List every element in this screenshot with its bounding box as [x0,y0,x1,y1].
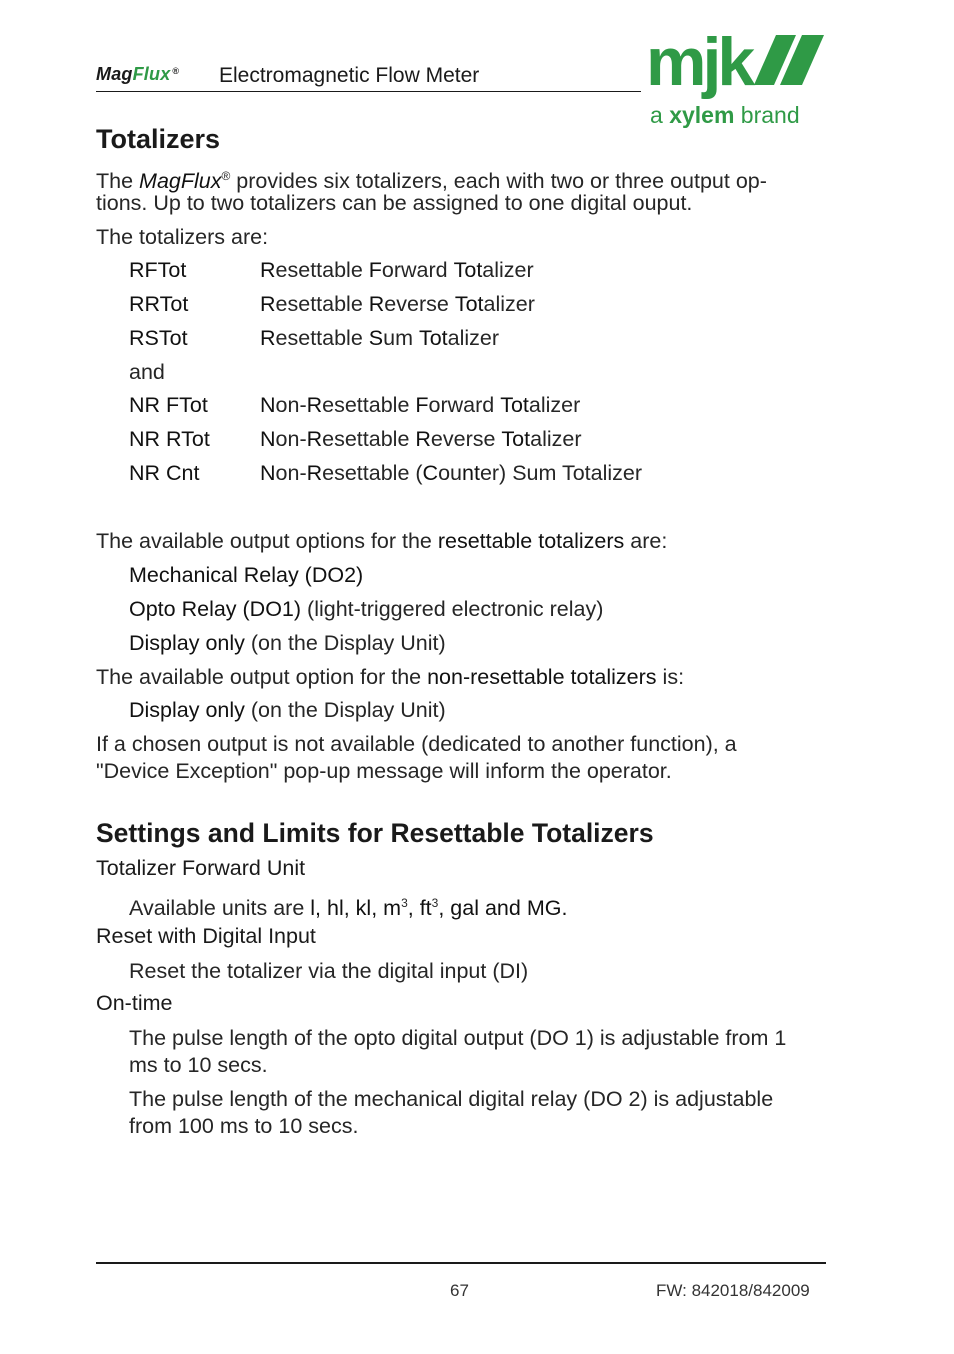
mjk-xylem-logo [646,33,826,129]
ontime-p1-line1: The pulse length of the opto digital output (DO 1) is adjustable from 1 [129,1026,787,1050]
totalizer-description: Resettable Sum Totalizer [260,326,500,350]
reset-text: Reset the totalizer via the digital input (DI) [129,959,529,983]
ontime-p1-line2: ms to 10 secs. [129,1053,268,1077]
footer-rule [96,1262,826,1264]
exception-line-2: "Device Exception" pop-up message will inform the operator. [96,759,672,783]
section-heading-totalizers: Totalizers [96,124,221,154]
exception-line-1: If a chosen output is not available (dedicated to another function), a [96,732,737,756]
resettable-option: Opto Relay (DO1) (light-triggered electronic relay) [129,597,604,621]
page-number: 67 [450,1281,469,1300]
ontime-title: On-time [96,991,173,1015]
totalizer-description: Resettable Reverse Totalizer [260,292,535,316]
totalizer-description: Non-Resettable (Counter) Sum Totalizer [260,461,643,485]
firmware-version: FW: 842018/842009 [656,1281,810,1300]
intro-line-1: The MagFlux® provides six totalizers, each with two or three output op- [96,169,767,193]
resettable-intro: The available output options for the resettable totalizers are: [96,529,668,553]
brand-flux: Flux [132,64,171,84]
forward-unit-title: Totalizer Forward Unit [96,856,306,880]
forward-unit-text: Available units are l, hl, kl, $m^3$, $ft^3$, gal and MG. [129,896,568,920]
totalizer-code: RSTot [129,326,188,350]
mjk-logo-icon [646,33,826,129]
section-heading-settings: Settings and Limits for Resettable Totalizers [96,818,654,848]
header-title: Electromagnetic Flow Meter [219,64,480,87]
ontime-p2-line1: The pulse length of the mechanical digital relay (DO 2) is adjustable [129,1087,774,1111]
header-rule [96,91,641,92]
brand-mag: Mag [96,64,133,84]
nonresettable-intro: The available output option for the non-resettable totalizers is: [96,665,685,689]
resettable-option: Display only (on the Display Unit) [129,631,446,655]
totalizer-description: Non-Resettable Reverse Totalizer [260,427,582,451]
reset-title: Reset with Digital Input [96,924,316,948]
brand-reg: ® [172,66,180,76]
totalizer-description: Resettable Forward Totalizer [260,258,534,282]
totalizer-code: RRTot [129,292,189,316]
intro-brand: MagFlux [139,169,222,193]
totalizer-description: Non-Resettable Forward Totalizer [260,393,581,417]
header-brand [96,64,179,85]
totalizer-list-intro: The totalizers are: [96,225,269,249]
nonresettable-option: Display only (on the Display Unit) [129,698,446,722]
logo-wordmark: mjk [646,33,752,100]
totalizer-code: NR Cnt [129,461,200,485]
logo-tagline: a xylem brand [650,102,800,128]
totalizer-code: NR RTot [129,427,210,451]
totalizer-code: NR FTot [129,393,208,417]
resettable-option: Mechanical Relay (DO2) [129,563,364,587]
intro-line-2: tions. Up to two totalizers can be assigned to one digital ouput. [96,191,693,215]
list-connector: and [129,360,165,384]
ontime-p2-line2: from 100 ms to 10 secs. [129,1114,359,1138]
totalizer-code: RFTot [129,258,187,282]
